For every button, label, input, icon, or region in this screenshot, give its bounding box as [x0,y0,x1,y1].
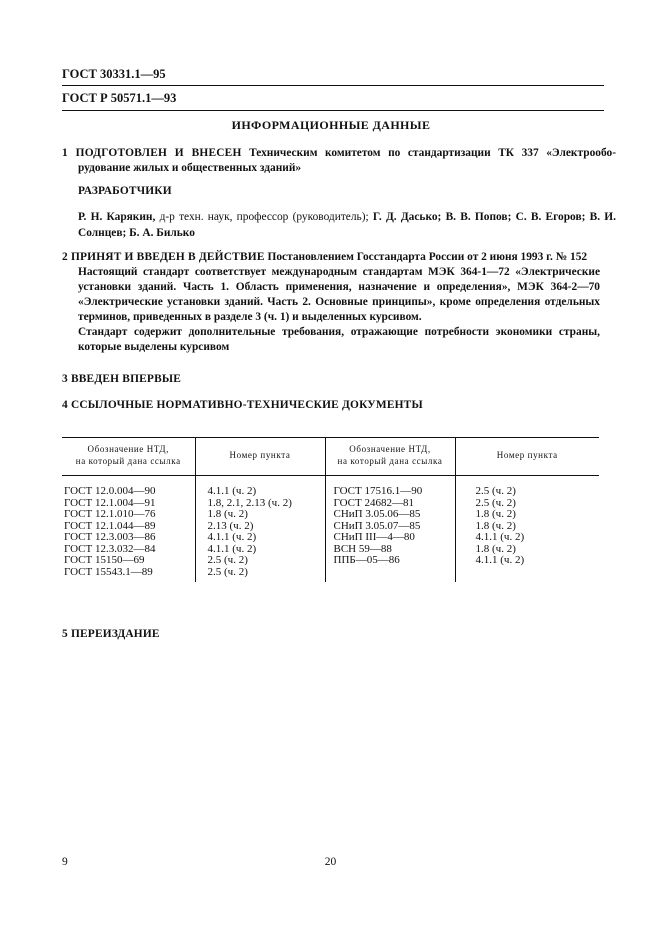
col-header-clause-1: Номер пункта [195,438,325,476]
table-row: ГОСТ 12.0.004—90 4.1.1 (ч. 2) ГОСТ 17516.1—90 2.5 (ч. 2) [64,485,516,497]
developers-heading-block [62,184,616,199]
page-number: 20 [324,856,337,868]
section-5-heading: 5 ПЕРЕИЗДАНИЕ [62,628,160,640]
section-1-heading: 1 ПОДГОТОВЛЕН И ВНЕСЕН [62,147,242,159]
col-header-designation-2: Обозначение НТД, на который дана ссылка [325,438,455,476]
gost-number-1: ГОСТ 30331.1—95 [62,67,166,81]
header-rule-bottom [62,110,604,111]
section-2-para-2: Стандарт содержит дополнительные требования, отражающие потребности экономики страны, которые выделены курсивом [78,326,600,353]
col-header-clause-2: Номер пункта [455,438,599,476]
section-3-heading: 3 ВВЕДЕН ВПЕРВЫЕ [62,373,182,385]
section-3 [62,372,600,387]
section-5 [62,627,600,642]
developer-karyakin-role: д-р техн. наук, профессор (руководитель); [159,211,369,223]
section-2 [62,250,600,355]
developer-bilko: Б. А. Билько [129,227,195,239]
info-data-title: ИНФОРМАЦИОННЫЕ ДАННЫЕ [231,118,431,132]
developers-heading: РАЗРАБОТЧИКИ [78,185,172,197]
section-2-heading-line [62,250,600,265]
table-row: ГОСТ 12.3.032—84 4.1.1 (ч. 2) ВСН 59—88 1.8 (ч. 2) [64,542,516,555]
table-row: ГОСТ 15543.1—89 2.5 (ч. 2) [62,567,599,579]
section-2-heading: 2 ПРИНЯТ И ВВЕДЕН В ДЕЙСТВИЕ [62,251,265,263]
col-header-designation-1: Обозначение НТД, на который дана ссылка [62,438,195,476]
table-row: ГОСТ 12.1.004—91 1.8, 2.1, 2.13 (ч. 2) ГОСТ 24682—81 2.5 (ч. 2) [64,496,516,509]
gost-number-2: ГОСТ Р 50571.1—93 [62,91,177,105]
table-row: ГОСТ 15150—69 2.5 (ч. 2) ППБ—05—86 4.1.1 (ч. 2) [64,554,525,566]
table-header-row [62,438,599,476]
gost-header [62,66,604,115]
developer-dasko: Г. Д. Дасько; [372,211,442,223]
section-2-text: Постановлением Госстандарта России от 2 июня 1993 г. № 152 [267,251,588,263]
developer-solntsev: В. И. Солнцев; [78,211,616,239]
header-rule-top [62,85,604,86]
ntd-reference-table [62,437,599,582]
section-4 [62,398,600,413]
developer-karyakin: Р. Н. Карякин, [78,211,156,223]
table-row: ГОСТ 12.3.003—86 4.1.1 (ч. 2) СНиП III—4—80 4.1.1 (ч. 2) [64,531,525,543]
section-1-text: Техническим комитетом по стандартизации ТК 337 «Электрообо-рудование жилых и общественных зданий» [78,147,616,174]
section-4-heading: 4 ССЫЛОЧНЫЕ НОРМАТИВНО-ТЕХНИЧЕСКИЕ ДОКУМЕНТЫ [62,399,423,411]
table-row: ГОСТ 12.1.010—76 1.8 (ч. 2) СНиП 3.05.06—85 1.8 (ч. 2) [64,508,516,520]
developer-egorov: С. В. Егоров; [515,211,586,223]
footer-left-number: 9 [62,856,68,868]
developers-list [62,209,616,241]
developer-popov: В. В. Попов; [445,211,512,223]
section-2-para-1: Настоящий стандарт соответствует международным стандартам МЭК 364-1—72 «Электрические установки зданий. Часть 1. Область применения, назначение и определения», МЭК 364-2—70 «Электрические установки зданий. Часть 2. Основные принципы», кроме определения отдельных терминов, приведенных в разделе 3 (ч. 1) и выделенных курсивом. [78,266,600,323]
section-1 [62,146,616,176]
table-row: ГОСТ 12.1.044—89 2.13 (ч. 2) СНиП 3.05.07—85 1.8 (ч. 2) [64,519,516,532]
